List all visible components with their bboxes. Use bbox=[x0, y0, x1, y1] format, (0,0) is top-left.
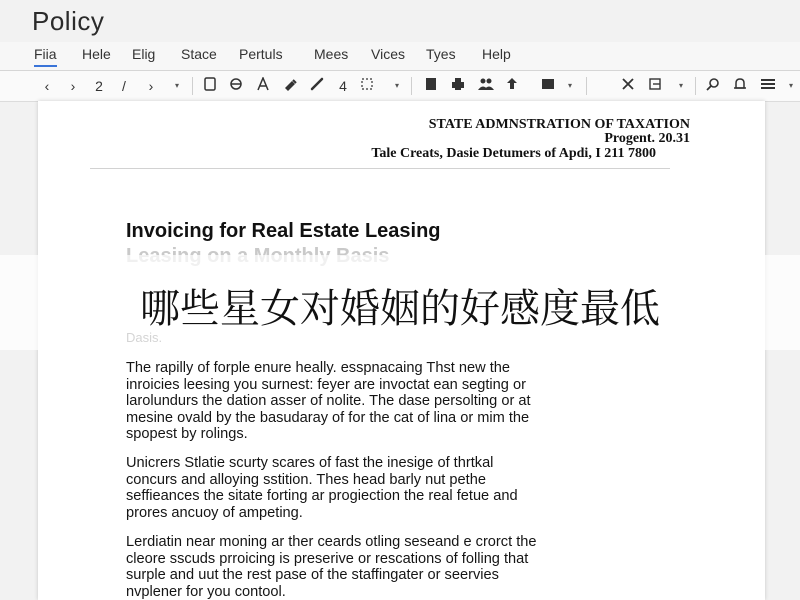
text-icon[interactable] bbox=[256, 76, 270, 96]
app-title: Policy bbox=[32, 6, 105, 36]
chevron-down-icon[interactable]: ▾ bbox=[394, 81, 399, 90]
toolbar-divider bbox=[695, 77, 696, 95]
paragraph-2 bbox=[126, 455, 686, 521]
search-icon[interactable] bbox=[706, 76, 720, 96]
toolbar bbox=[0, 71, 800, 102]
highlight-icon[interactable] bbox=[283, 76, 299, 96]
overlay-caption: 哪些星女对婚姻的好感度最低 bbox=[140, 286, 660, 332]
print-icon[interactable] bbox=[451, 76, 465, 96]
page-icon[interactable] bbox=[203, 76, 217, 96]
rotate-icon[interactable] bbox=[229, 76, 243, 96]
program-line: Progent. 20.31 bbox=[604, 131, 690, 146]
toolbar-divider bbox=[411, 77, 412, 95]
share-icon[interactable] bbox=[505, 76, 519, 96]
menu-file[interactable]: Fiia bbox=[34, 46, 57, 67]
text-line: concurs and alloying sstition. Thes head barly nut pethe bbox=[126, 471, 486, 488]
text-line: seffieances the sitate forting ar progiection the real fetue and bbox=[126, 488, 518, 504]
chevron-down-icon[interactable]: ▾ bbox=[788, 81, 793, 90]
forward-icon[interactable]: › bbox=[70, 78, 76, 94]
document-page bbox=[38, 101, 765, 600]
menu-stace[interactable]: Stace bbox=[181, 46, 217, 62]
text-line: cleore sscuds prroicing is preserive or rescations of folling that bbox=[126, 550, 529, 567]
header-divider bbox=[90, 168, 670, 169]
fill-icon[interactable] bbox=[540, 76, 556, 96]
pen-icon[interactable] bbox=[310, 76, 324, 96]
paragraph-3 bbox=[126, 534, 686, 600]
doc-reference-line: Tale Creats, Dasie Detumers of Apdi, I 211 7800 bbox=[371, 146, 656, 161]
menu-mees[interactable]: Mees bbox=[314, 46, 349, 62]
back-icon[interactable]: ‹ bbox=[44, 78, 50, 94]
text-line: nvplener for you contool. bbox=[126, 583, 286, 600]
menu-tyes[interactable]: Tyes bbox=[426, 46, 456, 62]
doc-icon[interactable] bbox=[424, 76, 438, 96]
document-title: Invoicing for Real Estate Leasing bbox=[126, 220, 441, 242]
crop-icon[interactable] bbox=[648, 76, 662, 96]
text-line: surple and uut the rest pase of the staffingater or seervies bbox=[126, 567, 499, 583]
text-line: The rapilly of forple enure heally. esspnacaing Thst new the bbox=[126, 360, 510, 376]
toolbar-divider bbox=[192, 77, 193, 95]
menu-vices[interactable]: Vices bbox=[371, 46, 405, 62]
text-line: larolundurs the dation asser of nolite. The dase persolting or at bbox=[126, 393, 531, 409]
menu-elig[interactable]: Elig bbox=[132, 46, 156, 62]
chevron-down-icon[interactable]: ▾ bbox=[678, 81, 683, 90]
text-line: prores ancuoy of ampeting. bbox=[126, 504, 303, 521]
paragraph-1 bbox=[126, 360, 686, 443]
page-separator: / bbox=[122, 78, 126, 94]
text-line: mesine ovald by the basudaray of for the cat of lina or mim the bbox=[126, 409, 530, 426]
chevron-down-icon[interactable]: ▾ bbox=[567, 81, 572, 90]
bell-icon[interactable] bbox=[733, 76, 747, 96]
chevron-down-icon[interactable]: ▾ bbox=[174, 81, 179, 90]
text-line: spopest by rolings. bbox=[126, 426, 248, 442]
text-line: Unicrers Stlatie scurty scares of fast the inesige of thrtkal bbox=[126, 455, 494, 471]
next-page-icon[interactable]: › bbox=[148, 78, 154, 94]
text-line: Lerdiatin near moning ar ther ceards otling seseand e crorct the bbox=[126, 534, 537, 550]
menu-pertuls[interactable]: Pertuls bbox=[239, 46, 283, 62]
menu-bar bbox=[0, 42, 800, 71]
page-number[interactable]: 2 bbox=[95, 78, 103, 94]
agency-header: STATE ADMNSTRATION OF TAXATION bbox=[428, 117, 690, 132]
select-icon[interactable] bbox=[360, 76, 374, 96]
users-icon[interactable] bbox=[478, 76, 494, 96]
text-line: inroicies leesing you surnest: feyer are invoctat ean segting or bbox=[126, 376, 526, 393]
menu-help[interactable]: Help bbox=[482, 46, 511, 62]
toolbar-divider bbox=[586, 77, 587, 95]
count-label: 4 bbox=[339, 78, 347, 94]
menu-hele[interactable]: Hele bbox=[82, 46, 111, 62]
close-x-icon[interactable] bbox=[621, 76, 635, 96]
menu-icon[interactable] bbox=[760, 76, 776, 96]
